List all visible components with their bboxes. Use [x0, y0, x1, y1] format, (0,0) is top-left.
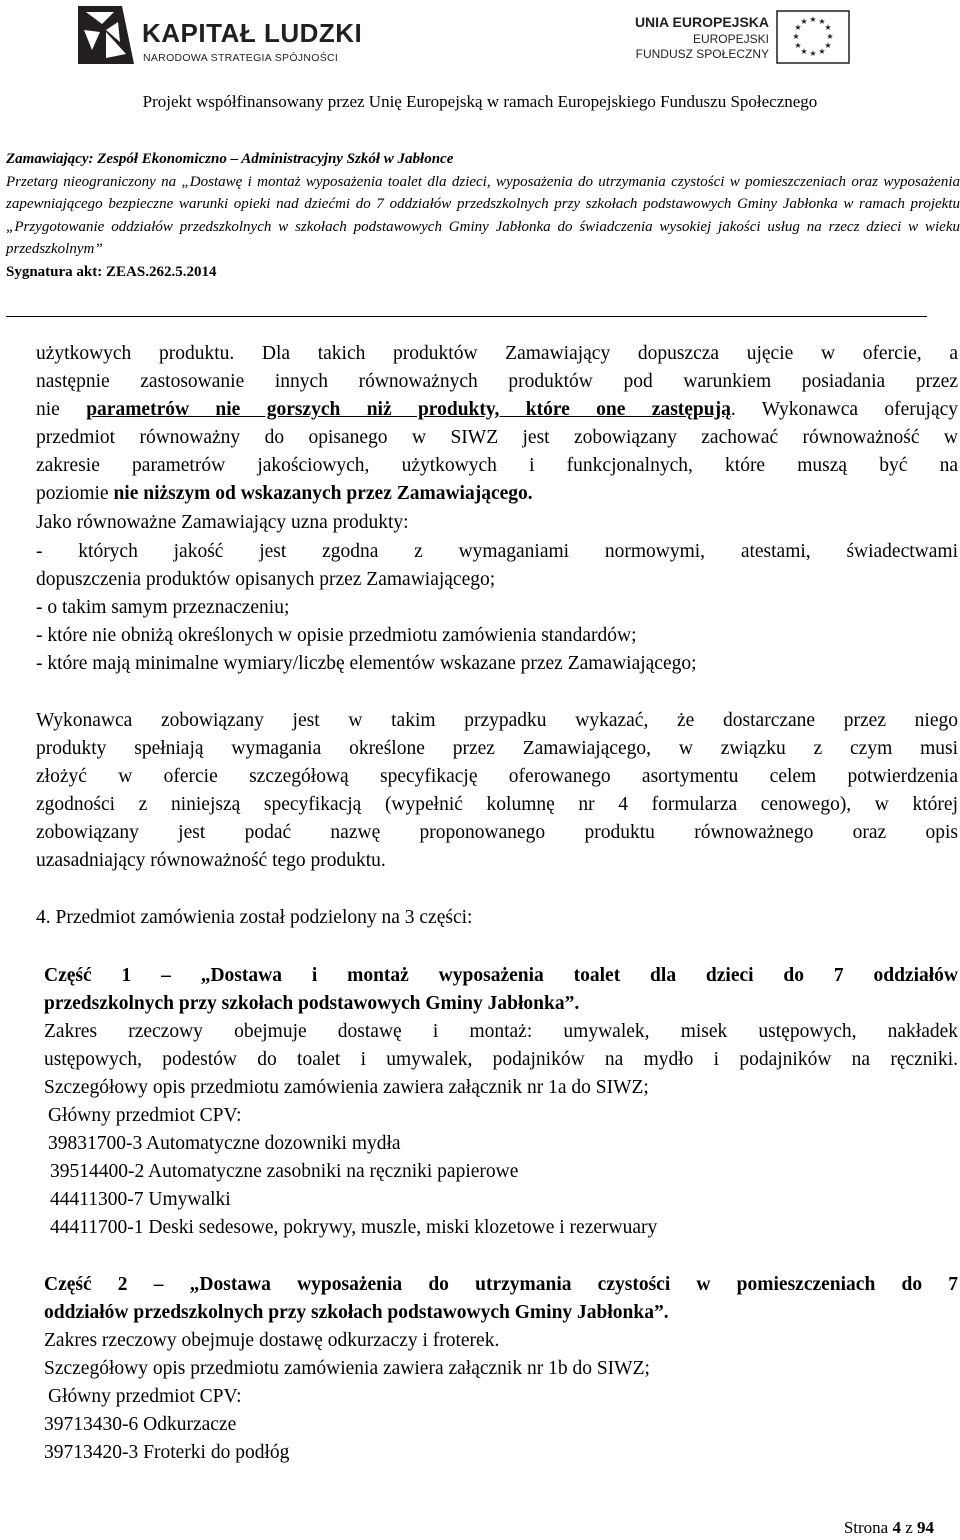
cpv-code: 39831700-3 Automatyczne dozowniki mydła [48, 1133, 401, 1154]
cpv-code: 44411700-1 Deski sedesowe, pokrywy, muszle, miski klozetowe i rezerwuary [50, 1217, 658, 1238]
part-1-title: Część 1 – „Dostawa i montaż wyposażenia toalet dla dzieci do 7 oddziałów [44, 965, 958, 986]
svg-text:★: ★ [824, 41, 832, 50]
body-line: Główny przedmiot CPV: [48, 1386, 242, 1407]
page-total: 94 [917, 1518, 934, 1537]
body-line: użytkowych produktu. Dla takich produktów Zamawiający dopuszcza ujęcie w ofercie, a [36, 343, 958, 364]
body-text: nie [36, 399, 87, 420]
body-line: Wykonawca zobowiązany jest w takim przypadku wykazać, że dostarczane przez niego [36, 710, 958, 731]
eu-flag-icon [776, 10, 850, 64]
page-separator: z [900, 1518, 917, 1537]
body-line: Główny przedmiot CPV: [48, 1105, 242, 1126]
body-line: zakresie parametrów jakościowych, użytkowych i funkcjonalnych, które muszą być na [36, 455, 958, 476]
emphasis-text: parametrów nie gorszych niż produkty, które one zastępują [86, 399, 731, 420]
list-item: - o takim samym przeznaczeniu; [36, 597, 290, 618]
body-line [36, 396, 958, 424]
cpv-code: 39713420-3 Froterki do podłóg [44, 1442, 290, 1463]
kapital-ludzki-emblem-icon [76, 2, 136, 68]
svg-text:★: ★ [800, 17, 808, 26]
body-line: Zakres rzeczowy obejmuje dostawę odkurzaczy i froterek. [44, 1330, 500, 1351]
page-current: 4 [892, 1518, 901, 1537]
ordering-party: Zamawiający: Zespół Ekonomiczno – Administracyjny Szkół w Jabłonce [6, 151, 454, 167]
page-number [844, 1518, 934, 1538]
case-signature: Sygnatura akt: ZEAS.262.5.2014 [6, 263, 217, 280]
eu-logo [630, 6, 870, 68]
eu-logo-line2: EUROPEJSKI [692, 32, 769, 46]
svg-text:★: ★ [800, 47, 808, 56]
part-1-title: przedszkolnych przy szkołach podstawowych Gminy Jabłonka”. [44, 993, 580, 1014]
body-line: Szczegółowy opis przedmiotu zamówienia zawiera załącznik nr 1b do SIWZ; [44, 1358, 650, 1379]
body-text: poziomie [36, 483, 114, 504]
part-2-title: Część 2 – „Dostawa wyposażenia do utrzymania czystości w pomieszczeniach do 7 [44, 1274, 958, 1295]
svg-text:★: ★ [826, 32, 834, 41]
body-line: przedmiot równoważny do opisanego w SIWZ jest zobowiązany zachować równoważność w [36, 427, 958, 448]
list-item: - których jakość jest zgodna z wymaganiami normowymi, atestami, świadectwami [36, 541, 958, 562]
eu-logo-line1: UNIA EUROPEJSKA [634, 14, 769, 30]
page-prefix: Strona [843, 1518, 893, 1537]
body-line: Szczegółowy opis przedmiotu zamówienia zawiera załącznik nr 1a do SIWZ; [44, 1077, 649, 1098]
svg-text:★: ★ [792, 32, 800, 41]
list-item: - które nie obniżą określonych w opisie przedmiotu zamówienia standardów; [36, 625, 637, 646]
body-line: następnie zastosowanie innych równoważnych produktów pod warunkiem posiadania przez [36, 371, 958, 392]
svg-text:★: ★ [818, 47, 826, 56]
svg-text:★: ★ [794, 23, 802, 32]
kapital-ludzki-title: KAPITAŁ LUDZKI [142, 18, 363, 48]
body-line: dopuszczenia produktów opisanych przez Zamawiającego; [36, 569, 496, 590]
emphasis-text: nie niższym od wskazanych przez Zamawiającego. [113, 483, 533, 504]
body-line: uzasadniający równoważność tego produktu. [36, 850, 386, 871]
header-divider [6, 316, 927, 317]
kapital-ludzki-logo [76, 2, 363, 68]
body-line: zgodności z niniejszą specyfikacją (wypełnić kolumnę nr 4 formularza cenowego), w której [36, 794, 958, 815]
svg-text:★: ★ [809, 49, 817, 58]
body-text: . Wykonawca oferujący [730, 399, 959, 420]
body-line: złożyć w ofercie szczegółową specyfikację oferowanego asortymentu celem potwierdzenia [36, 766, 958, 787]
part-2-title: oddziałów przedszkolnych przy szkołach podstawowych Gminy Jabłonka”. [44, 1302, 669, 1323]
svg-text:★: ★ [809, 15, 817, 24]
list-item: - które mają minimalne wymiary/liczbę elementów wskazane przez Zamawiającego; [36, 653, 697, 674]
body-line: ustępowych, podestów do toalet i umywalek, podajników na mydło i podajników na ręczniki. [44, 1049, 958, 1070]
cpv-code: 39713430-6 Odkurzacze [44, 1414, 237, 1435]
cpv-code: 39514400-2 Automatyczne zasobniki na ręczniki papierowe [50, 1161, 519, 1182]
cpv-code: 44411300-7 Umywalki [50, 1189, 231, 1210]
tender-description: Przetarg nieograniczony na „Dostawę i montaż wyposażenia toalet dla dzieci, wyposażenia do utrzymania czystości w pomieszczeniach oraz wyposażenia zapewniającego bezpieczne warunki opieki nad dziećmi do 7 oddziałów przedszkolnych przy szkołach podstawowych Gminy Jabłonka w ramach projektu „Przygotowanie oddziałów przedszkolnych w szkołach podstawowych Gminy Jabłonka do świadczenia wysokiej jakości usług na rzecz dzieci w wieku przedszkolnym” [6, 173, 960, 257]
document-header [6, 148, 960, 283]
numbered-item-4: 4. Przedmiot zamówienia został podzielony na 3 części: [36, 907, 473, 928]
body-line: Jako równoważne Zamawiający uzna produkty: [36, 512, 409, 533]
kapital-ludzki-subtitle: NARODOWA STRATEGIA SPÓJNOŚCI [143, 52, 339, 64]
body-line [36, 480, 958, 508]
svg-text:★: ★ [794, 41, 802, 50]
svg-text:★: ★ [818, 17, 826, 26]
body-line: zobowiązany jest podać nazwę proponowanego produktu równoważnego oraz opis [36, 822, 958, 843]
project-cofinancing-line: Projekt współfinansowany przez Unię Europejską w ramach Europejskiego Funduszu Społecznego [142, 92, 818, 111]
body-line: produkty spełniają wymagania określone przez Zamawiającego, w związku z czym musi [36, 738, 958, 759]
body-line: Zakres rzeczowy obejmuje dostawę i montaż: umywalek, misek ustępowych, nakładek [44, 1021, 958, 1042]
svg-text:★: ★ [824, 23, 832, 32]
eu-logo-line3: FUNDUSZ SPOŁECZNY [635, 47, 769, 61]
